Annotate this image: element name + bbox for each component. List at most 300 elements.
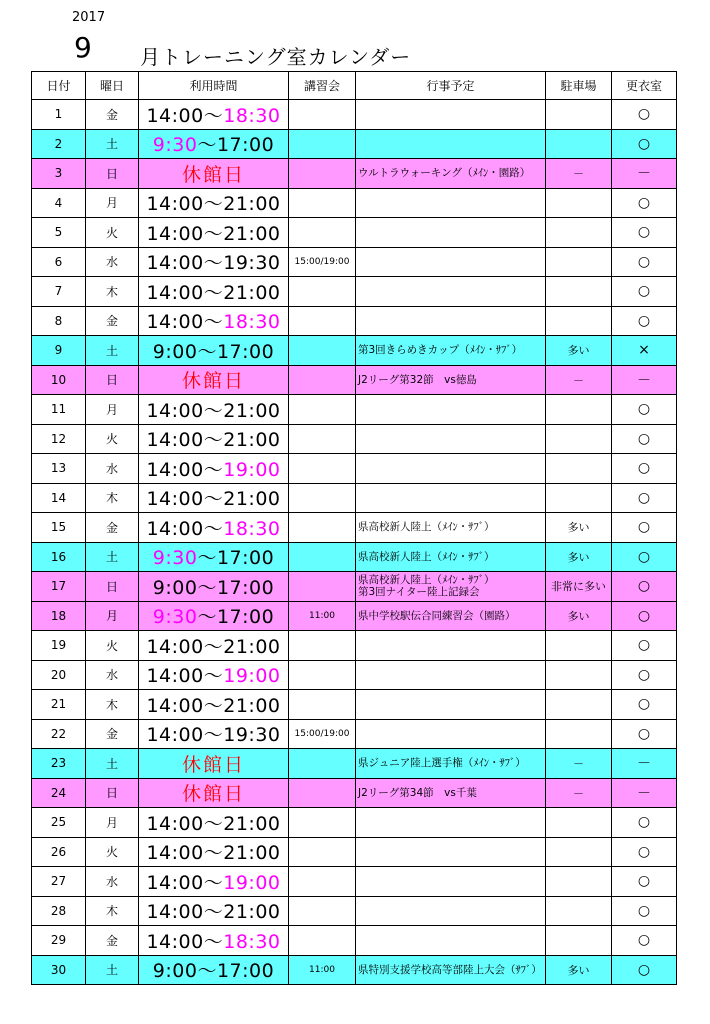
- open-time: 14:00: [146, 281, 204, 304]
- close-time: 18:30: [223, 930, 281, 953]
- locker-cell: ○: [612, 542, 677, 572]
- lecture-cell: [289, 837, 356, 867]
- parking-cell: 多い: [546, 601, 612, 631]
- open-time: 14:00: [146, 930, 204, 953]
- parking-cell: [546, 483, 612, 513]
- parking-cell: [546, 100, 612, 130]
- event-cell: [356, 218, 546, 248]
- weekday-cell: 土: [86, 542, 139, 572]
- lecture-cell: [289, 159, 356, 189]
- col-header-lecture: 講習会: [289, 72, 356, 100]
- locker-cell: ○: [612, 218, 677, 248]
- table-row: [32, 277, 677, 307]
- hours-cell: [139, 631, 289, 661]
- parking-cell: 多い: [546, 542, 612, 572]
- event-cell: [356, 100, 546, 130]
- weekday-cell: 金: [86, 306, 139, 336]
- weekday-cell: 土: [86, 129, 139, 159]
- hours-cell: [139, 572, 289, 602]
- event-text: 県ジュニア陸上選手権（ﾒｲﾝ・ｻﾌﾞ）: [358, 757, 526, 770]
- table-row: [32, 778, 677, 808]
- open-time: 14:00: [146, 311, 204, 334]
- lecture-cell: [289, 896, 356, 926]
- date-cell: 3: [32, 159, 86, 189]
- tilde: ～: [197, 960, 217, 983]
- locker-cell: ○: [612, 424, 677, 454]
- close-time: 17:00: [216, 606, 275, 629]
- date-cell: 25: [32, 808, 86, 838]
- table-row: [32, 719, 677, 749]
- hours-cell: [139, 129, 289, 159]
- event-text: J2リーグ第32節 vs徳島: [358, 373, 477, 386]
- locker-cell: －: [612, 749, 677, 779]
- event-cell: [356, 631, 546, 661]
- hours-cell: [139, 247, 289, 277]
- event-cell: [356, 778, 546, 808]
- weekday-cell: 月: [86, 808, 139, 838]
- close-time: 21:00: [223, 222, 281, 245]
- weekday-cell: 月: [86, 601, 139, 631]
- locker-cell: ○: [612, 867, 677, 897]
- close-time: 21:00: [223, 694, 281, 717]
- tilde: ～: [203, 842, 224, 865]
- event-cell: [356, 867, 546, 897]
- lecture-cell: [289, 100, 356, 130]
- table-row: [32, 336, 677, 366]
- locker-cell: ○: [612, 631, 677, 661]
- tilde: ～: [203, 665, 224, 688]
- weekday-cell: 火: [86, 837, 139, 867]
- close-time: 17:00: [216, 547, 275, 570]
- event-cell: [356, 424, 546, 454]
- locker-cell: ○: [612, 955, 677, 985]
- locker-cell: －: [612, 365, 677, 395]
- event-cell: [356, 188, 546, 218]
- event-text: 県高校新人陸上（ﾒｲﾝ・ｻﾌﾞ）: [358, 574, 495, 587]
- open-time: 14:00: [146, 812, 204, 835]
- tilde: ～: [203, 252, 224, 275]
- hours-cell: [139, 867, 289, 897]
- locker-cell: －: [612, 778, 677, 808]
- col-header-events: 行事予定: [356, 72, 546, 100]
- lecture-cell: [289, 454, 356, 484]
- lecture-cell: [289, 778, 356, 808]
- lecture-cell: 15:00/19:00: [289, 247, 356, 277]
- hours-cell: [139, 100, 289, 130]
- parking-cell: －: [546, 365, 612, 395]
- close-time: 17:00: [216, 576, 275, 599]
- weekday-cell: 火: [86, 631, 139, 661]
- table-row: [32, 808, 677, 838]
- lecture-cell: [289, 572, 356, 602]
- table-row: [32, 159, 677, 189]
- weekday-cell: 木: [86, 277, 139, 307]
- lecture-cell: [289, 631, 356, 661]
- locker-cell: ○: [612, 188, 677, 218]
- event-cell: [356, 129, 546, 159]
- table-row: [32, 867, 677, 897]
- event-cell: [356, 513, 546, 543]
- table-row: [32, 690, 677, 720]
- col-header-hours: 利用時間: [139, 72, 289, 100]
- event-cell: [356, 277, 546, 307]
- table-row: [32, 395, 677, 425]
- date-cell: 22: [32, 719, 86, 749]
- weekday-cell: 日: [86, 365, 139, 395]
- parking-cell: [546, 218, 612, 248]
- date-cell: 7: [32, 277, 86, 307]
- date-cell: 10: [32, 365, 86, 395]
- date-cell: 5: [32, 218, 86, 248]
- locker-cell: ○: [612, 483, 677, 513]
- close-time: 18:30: [223, 517, 281, 540]
- event-text-2: 第3回ナイター陸上記録会: [358, 586, 480, 599]
- parking-cell: [546, 188, 612, 218]
- parking-cell: 多い: [546, 336, 612, 366]
- header-row: [32, 72, 677, 100]
- hours-cell: [139, 601, 289, 631]
- event-cell: [356, 306, 546, 336]
- parking-cell: [546, 454, 612, 484]
- event-cell: [356, 395, 546, 425]
- date-cell: 29: [32, 926, 86, 956]
- weekday-cell: 金: [86, 100, 139, 130]
- parking-cell: [546, 837, 612, 867]
- date-cell: 28: [32, 896, 86, 926]
- tilde: ～: [203, 901, 224, 924]
- open-time: 9:30: [152, 606, 198, 629]
- parking-cell: [546, 867, 612, 897]
- table-row: [32, 483, 677, 513]
- date-cell: 2: [32, 129, 86, 159]
- tilde: ～: [203, 517, 224, 540]
- parking-cell: 非常に多い: [546, 572, 612, 602]
- weekday-cell: 金: [86, 719, 139, 749]
- hours-cell: [139, 926, 289, 956]
- parking-cell: －: [546, 159, 612, 189]
- parking-cell: [546, 808, 612, 838]
- close-time: 21:00: [223, 901, 281, 924]
- close-time: 19:00: [223, 871, 281, 894]
- parking-cell: 多い: [546, 955, 612, 985]
- hours-cell: [139, 513, 289, 543]
- locker-cell: ○: [612, 395, 677, 425]
- date-cell: 4: [32, 188, 86, 218]
- table-row: [32, 542, 677, 572]
- event-cell: [356, 719, 546, 749]
- weekday-cell: 土: [86, 749, 139, 779]
- event-cell: [356, 159, 546, 189]
- locker-cell: ○: [612, 572, 677, 602]
- date-cell: 24: [32, 778, 86, 808]
- parking-cell: [546, 424, 612, 454]
- close-time: 19:00: [223, 665, 281, 688]
- weekday-cell: 木: [86, 896, 139, 926]
- weekday-cell: 日: [86, 778, 139, 808]
- table-row: [32, 100, 677, 130]
- weekday-cell: 火: [86, 218, 139, 248]
- date-cell: 6: [32, 247, 86, 277]
- parking-cell: [546, 395, 612, 425]
- tilde: ～: [203, 281, 224, 304]
- date-cell: 15: [32, 513, 86, 543]
- weekday-cell: 水: [86, 660, 139, 690]
- date-cell: 9: [32, 336, 86, 366]
- date-cell: 18: [32, 601, 86, 631]
- event-text: 県高校新人陸上（ﾒｲﾝ・ｻﾌﾞ）: [358, 521, 495, 534]
- date-cell: 13: [32, 454, 86, 484]
- open-time: 14:00: [146, 222, 204, 245]
- hours-cell: [139, 660, 289, 690]
- event-text: ウルトラウォーキング（ﾒｲﾝ・園路）: [358, 167, 531, 180]
- hours-cell: [139, 188, 289, 218]
- table-row: [32, 513, 677, 543]
- lecture-cell: [289, 218, 356, 248]
- close-time: 17:00: [216, 134, 275, 157]
- lecture-cell: [289, 306, 356, 336]
- event-cell: [356, 542, 546, 572]
- weekday-cell: 月: [86, 188, 139, 218]
- tilde: ～: [203, 488, 224, 511]
- weekday-cell: 水: [86, 247, 139, 277]
- tilde: ～: [197, 134, 217, 157]
- lecture-cell: [289, 483, 356, 513]
- date-cell: 27: [32, 867, 86, 897]
- lecture-cell: [289, 867, 356, 897]
- close-time: 18:30: [223, 104, 281, 127]
- page-title: 月トレーニング室カレンダー: [140, 45, 412, 69]
- weekday-cell: 日: [86, 572, 139, 602]
- tilde: ～: [203, 429, 224, 452]
- locker-cell: ○: [612, 513, 677, 543]
- event-cell: [356, 837, 546, 867]
- locker-cell: ○: [612, 277, 677, 307]
- parking-cell: [546, 690, 612, 720]
- weekday-cell: 日: [86, 159, 139, 189]
- locker-cell: ○: [612, 100, 677, 130]
- month-number: 9: [74, 31, 92, 64]
- open-time: 9:30: [152, 134, 198, 157]
- event-cell: [356, 483, 546, 513]
- date-cell: 20: [32, 660, 86, 690]
- hours-cell: [139, 277, 289, 307]
- event-cell: [356, 808, 546, 838]
- open-time: 14:00: [146, 665, 204, 688]
- table-row: [32, 896, 677, 926]
- open-time: 14:00: [146, 193, 204, 216]
- open-time: 14:00: [146, 104, 204, 127]
- close-time: 18:30: [223, 311, 281, 334]
- locker-cell: ○: [612, 719, 677, 749]
- parking-cell: [546, 896, 612, 926]
- locker-cell: ○: [612, 306, 677, 336]
- lecture-cell: [289, 749, 356, 779]
- close-time: 17:00: [216, 960, 275, 983]
- lecture-cell: [289, 424, 356, 454]
- event-cell: [356, 247, 546, 277]
- weekday-cell: 水: [86, 454, 139, 484]
- hours-cell: 休館日: [139, 749, 289, 779]
- lecture-cell: 11:00: [289, 601, 356, 631]
- open-time: 14:00: [146, 429, 204, 452]
- weekday-cell: 木: [86, 483, 139, 513]
- close-time: 21:00: [223, 488, 281, 511]
- table-row: [32, 454, 677, 484]
- open-time: 14:00: [146, 517, 204, 540]
- parking-cell: [546, 719, 612, 749]
- lecture-cell: [289, 365, 356, 395]
- tilde: ～: [203, 104, 224, 127]
- table-row: [32, 218, 677, 248]
- close-time: 21:00: [223, 281, 281, 304]
- locker-cell: ○: [612, 837, 677, 867]
- close-time: 19:30: [223, 724, 281, 747]
- table-row: [32, 424, 677, 454]
- hours-cell: [139, 542, 289, 572]
- hours-cell: [139, 808, 289, 838]
- table-row: [32, 926, 677, 956]
- table-row: [32, 631, 677, 661]
- close-time: 19:30: [223, 252, 281, 275]
- locker-cell: －: [612, 159, 677, 189]
- table-row: [32, 365, 677, 395]
- date-cell: 19: [32, 631, 86, 661]
- open-time: 9:00: [152, 576, 198, 599]
- event-cell: [356, 749, 546, 779]
- event-cell: [356, 336, 546, 366]
- hours-cell: 休館日: [139, 778, 289, 808]
- tilde: ～: [197, 547, 217, 570]
- lecture-cell: [289, 129, 356, 159]
- open-time: 14:00: [146, 871, 204, 894]
- hours-cell: [139, 395, 289, 425]
- date-cell: 14: [32, 483, 86, 513]
- event-cell: [356, 572, 546, 602]
- locker-cell: ○: [612, 454, 677, 484]
- close-time: 17:00: [216, 340, 275, 363]
- open-time: 14:00: [146, 724, 204, 747]
- parking-cell: [546, 306, 612, 336]
- year-label: 2017: [72, 10, 106, 25]
- parking-cell: [546, 277, 612, 307]
- hours-cell: [139, 336, 289, 366]
- parking-cell: [546, 926, 612, 956]
- lecture-cell: [289, 808, 356, 838]
- open-time: 9:00: [152, 960, 198, 983]
- lecture-cell: [289, 690, 356, 720]
- parking-cell: －: [546, 778, 612, 808]
- lecture-cell: [289, 277, 356, 307]
- locker-cell: ○: [612, 896, 677, 926]
- hours-cell: [139, 454, 289, 484]
- table-row: [32, 247, 677, 277]
- parking-cell: [546, 660, 612, 690]
- event-text: 県特別支援学校高等部陸上大会（ｻﾌﾞ）: [358, 963, 542, 976]
- table-row: [32, 749, 677, 779]
- col-header-parking: 駐車場: [546, 72, 612, 100]
- lecture-cell: [289, 542, 356, 572]
- hours-cell: [139, 837, 289, 867]
- weekday-cell: 火: [86, 424, 139, 454]
- open-time: 14:00: [146, 488, 204, 511]
- date-cell: 16: [32, 542, 86, 572]
- tilde: ～: [203, 871, 224, 894]
- weekday-cell: 金: [86, 513, 139, 543]
- hours-cell: [139, 955, 289, 985]
- tilde: ～: [203, 222, 224, 245]
- date-cell: 26: [32, 837, 86, 867]
- hours-cell: [139, 218, 289, 248]
- table-row: [32, 601, 677, 631]
- lecture-cell: [289, 926, 356, 956]
- col-header-locker: 更衣室: [612, 72, 677, 100]
- hours-cell: [139, 306, 289, 336]
- lecture-cell: [289, 336, 356, 366]
- event-cell: [356, 955, 546, 985]
- date-cell: 30: [32, 955, 86, 985]
- locker-cell: ○: [612, 808, 677, 838]
- close-time: 21:00: [223, 812, 281, 835]
- close-time: 21:00: [223, 842, 281, 865]
- tilde: ～: [197, 576, 217, 599]
- parking-cell: －: [546, 749, 612, 779]
- date-cell: 11: [32, 395, 86, 425]
- tilde: ～: [203, 458, 224, 481]
- tilde: ～: [203, 193, 224, 216]
- close-time: 19:00: [223, 458, 281, 481]
- event-text: 県中学校駅伝合同練習会（園路）: [358, 609, 516, 622]
- lecture-cell: [289, 513, 356, 543]
- parking-cell: 多い: [546, 513, 612, 543]
- parking-cell: [546, 631, 612, 661]
- event-text: J2リーグ第34節 vs千葉: [358, 786, 477, 799]
- lecture-cell: [289, 188, 356, 218]
- hours-cell: [139, 483, 289, 513]
- hours-cell: [139, 896, 289, 926]
- parking-cell: [546, 247, 612, 277]
- event-text: 第3回きらめきカップ（ﾒｲﾝ・ｻﾌﾞ）: [358, 344, 523, 357]
- close-time: 21:00: [223, 399, 281, 422]
- tilde: ～: [203, 724, 224, 747]
- table-row: [32, 837, 677, 867]
- open-time: 14:00: [146, 458, 204, 481]
- hours-cell: 休館日: [139, 159, 289, 189]
- locker-cell: ○: [612, 601, 677, 631]
- tilde: ～: [203, 635, 224, 658]
- weekday-cell: 木: [86, 690, 139, 720]
- tilde: ～: [203, 311, 224, 334]
- tilde: ～: [197, 606, 217, 629]
- hours-cell: [139, 719, 289, 749]
- locker-cell: ○: [612, 129, 677, 159]
- locker-cell: ○: [612, 690, 677, 720]
- weekday-cell: 土: [86, 955, 139, 985]
- weekday-cell: 土: [86, 336, 139, 366]
- open-time: 14:00: [146, 635, 204, 658]
- tilde: ～: [203, 930, 224, 953]
- open-time: 14:00: [146, 694, 204, 717]
- event-cell: [356, 365, 546, 395]
- locker-cell: ×: [612, 336, 677, 366]
- event-text: 県高校新人陸上（ﾒｲﾝ・ｻﾌﾞ）: [358, 550, 495, 563]
- calendar-table: [31, 71, 677, 985]
- date-cell: 1: [32, 100, 86, 130]
- open-time: 9:00: [152, 340, 198, 363]
- open-time: 14:00: [146, 252, 204, 275]
- hours-cell: [139, 690, 289, 720]
- open-time: 14:00: [146, 901, 204, 924]
- open-time: 14:00: [146, 399, 204, 422]
